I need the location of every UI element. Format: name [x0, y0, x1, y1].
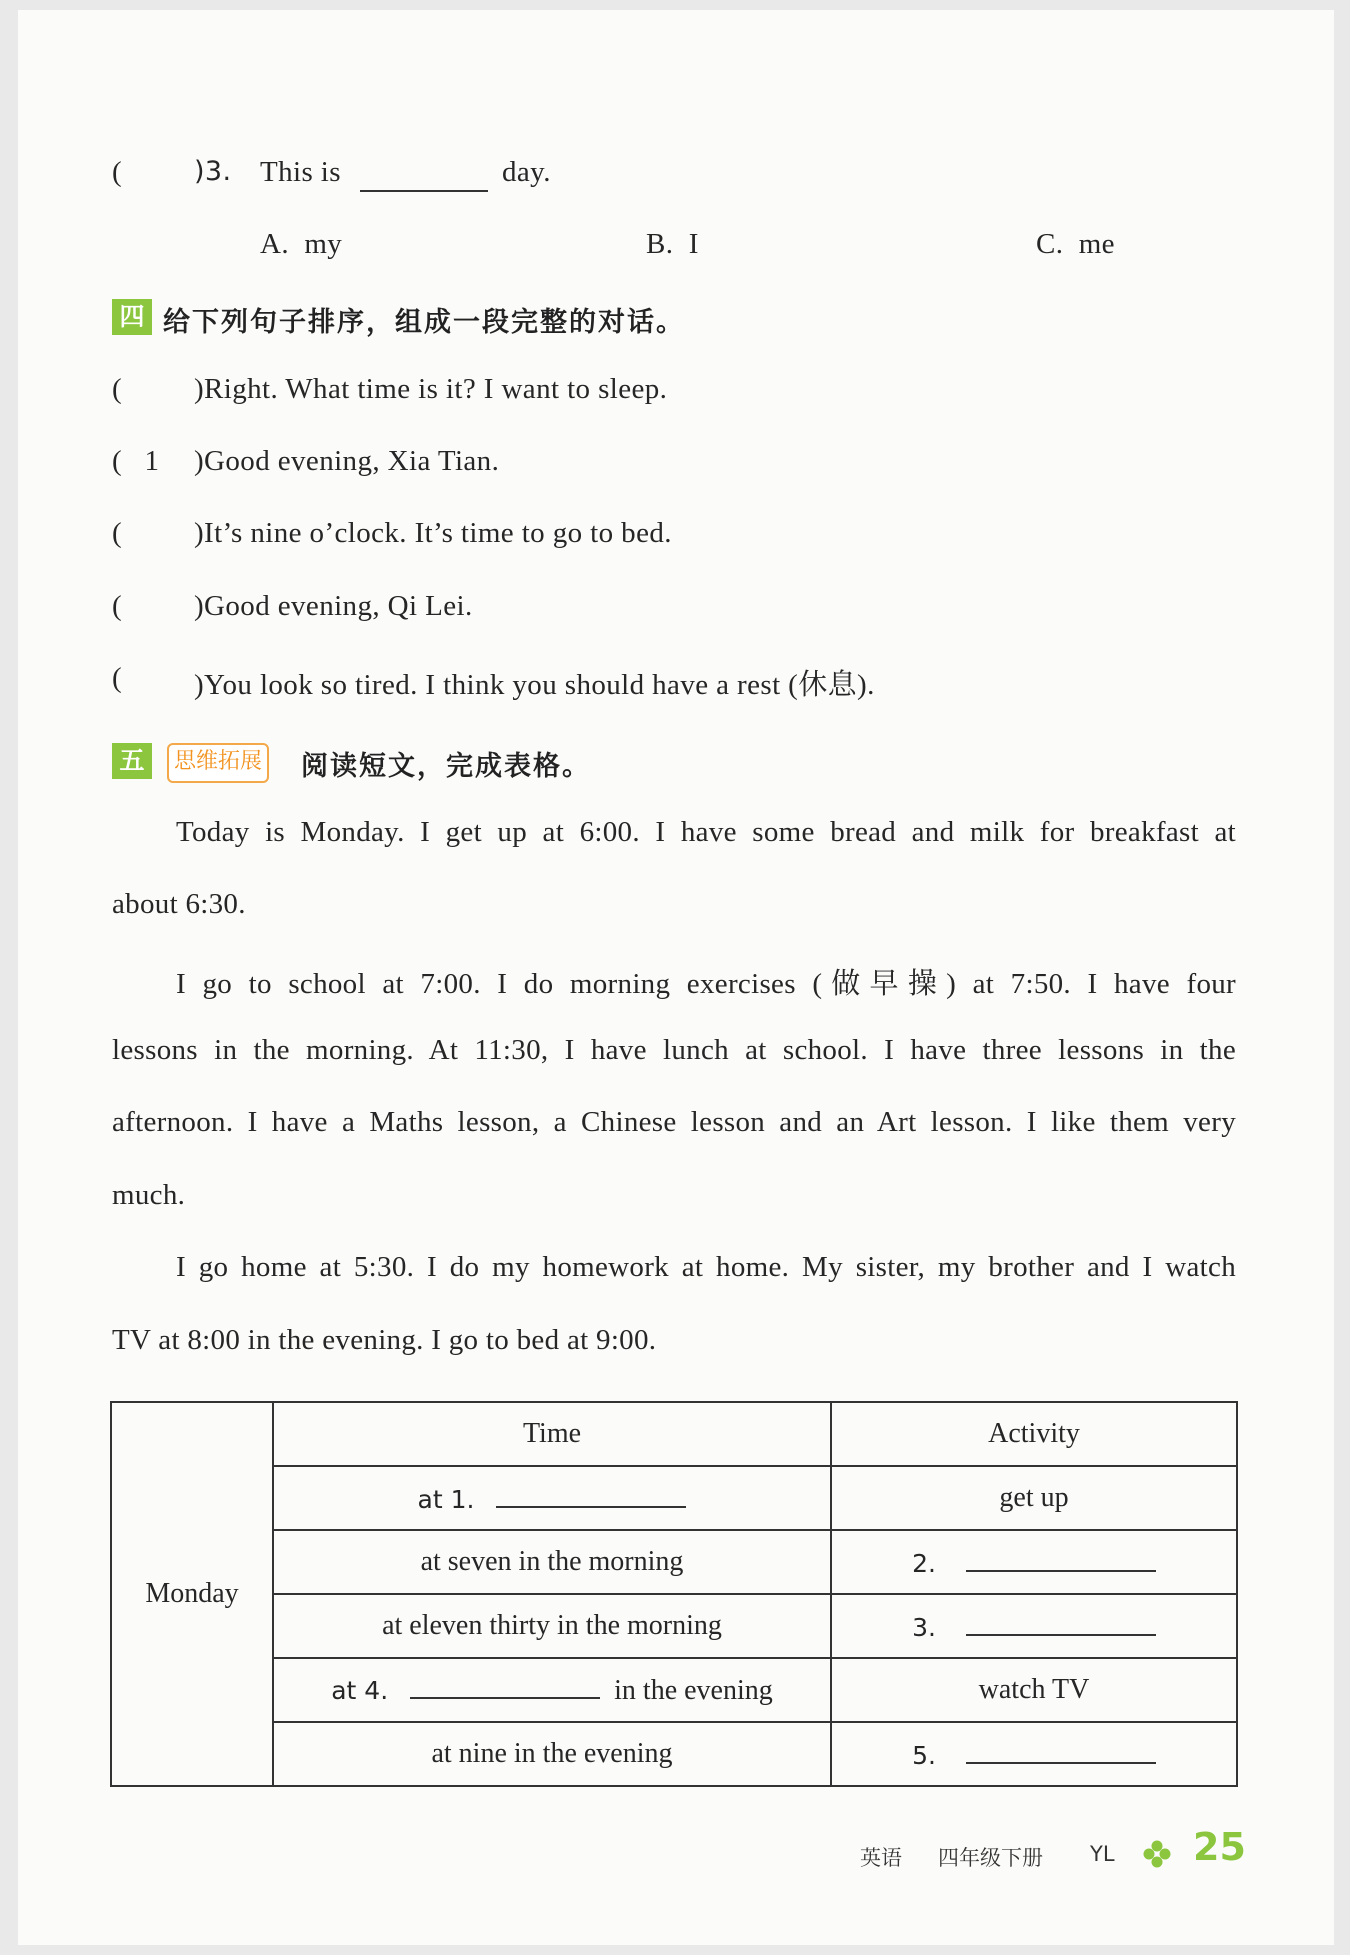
passage-line: I go home at 5:30. I do my homework at home. My sister, my brother and I watch [176, 1251, 1236, 1283]
footer-subject: 英语 [860, 1846, 902, 1870]
activity-header: Activity [831, 1402, 1237, 1466]
question-number: )3. [194, 156, 232, 187]
sentence-text: )It’s nine o’clock. It’s time to go to bed. [194, 517, 672, 549]
activity-cell [831, 1530, 1237, 1594]
activity-cell: get up [831, 1466, 1237, 1530]
option-c[interactable] [1036, 228, 1115, 261]
option-letter: B. [646, 228, 674, 260]
passage-line: afternoon. I have a Maths lesson, a Chinese lesson and an Art lesson. I like them very [112, 1106, 1236, 1138]
time-cell: at seven in the morning [273, 1530, 831, 1594]
option-a[interactable] [260, 228, 342, 261]
activity-blank[interactable] [966, 1738, 1156, 1764]
table-row [111, 1594, 1237, 1658]
time-cell: at eleven thirty in the morning [273, 1594, 831, 1658]
table-header-row [111, 1402, 1237, 1466]
footer-grade: 四年级下册 [938, 1846, 1043, 1870]
time-header: Time [273, 1402, 831, 1466]
answer-paren-open: ( [112, 156, 122, 188]
table-row [111, 1466, 1237, 1530]
time-cell: at nine in the evening [273, 1722, 831, 1786]
time-blank[interactable] [410, 1673, 600, 1699]
question-text-after: day. [502, 156, 551, 188]
option-text: I [688, 228, 699, 260]
blank-number: 5. [912, 1741, 936, 1770]
footer-edition: YL [1090, 1842, 1115, 1866]
paren-open: ( [112, 373, 123, 405]
time-cell [273, 1466, 831, 1530]
option-letter: C. [1036, 228, 1064, 260]
page-number: 25 [1193, 1825, 1246, 1869]
paren-open: ( [112, 590, 123, 622]
activity-cell [831, 1722, 1237, 1786]
option-letter: A. [260, 228, 289, 260]
order-answer[interactable]: 1 [144, 445, 160, 477]
blank-number: 3. [912, 1613, 936, 1642]
sentence-text: )You look so tired. I think you should have a rest (休息). [194, 669, 875, 701]
time-cell [273, 1658, 831, 1722]
activity-blank[interactable] [966, 1610, 1156, 1636]
thinking-extension-tag: 思维拓展 [167, 743, 269, 783]
paren-open: ( [112, 662, 123, 694]
table-row [111, 1722, 1237, 1786]
answer-blank[interactable] [360, 190, 488, 192]
sentence-text: )Right. What time is it? I want to sleep. [194, 373, 668, 405]
time-text: at 1. [417, 1485, 475, 1514]
passage-line: lessons in the morning. At 11:30, I have lunch at school. I have three lessons in the [112, 1034, 1236, 1066]
reading-passage [112, 816, 1236, 1356]
activity-cell: watch TV [831, 1658, 1237, 1722]
paren-open: ( [112, 517, 123, 549]
option-b[interactable] [646, 228, 699, 261]
clover-icon [1142, 1839, 1172, 1869]
section-5-title: 阅读短文，完成表格。 [301, 751, 591, 782]
time-suffix: in the evening [614, 1675, 773, 1706]
schedule-table [110, 1401, 1238, 1787]
passage-line: much. [112, 1179, 186, 1211]
option-text: me [1078, 228, 1115, 260]
activity-blank[interactable] [966, 1546, 1156, 1572]
time-text: at 4. [331, 1676, 389, 1705]
paren-open: ( [112, 445, 123, 477]
question-text-before: This is [260, 156, 341, 188]
option-text: my [304, 228, 343, 260]
passage-line: TV at 8:00 in the evening. I go to bed at 9:00. [112, 1324, 657, 1356]
day-cell: Monday [111, 1402, 273, 1786]
workbook-page [18, 10, 1334, 1945]
section-4-badge: 四 [112, 299, 152, 335]
time-blank[interactable] [496, 1482, 686, 1508]
passage-line: I go to school at 7:00. I do morning exercises (做早操) at 7:50. I have four [176, 968, 1236, 1000]
table-row [111, 1530, 1237, 1594]
section-4-title: 给下列句子排序，组成一段完整的对话。 [163, 307, 685, 338]
section-5-badge: 五 [112, 743, 152, 779]
passage-line: about 6:30. [112, 888, 246, 920]
passage-line: Today is Monday. I get up at 6:00. I have some bread and milk for breakfast at [176, 816, 1236, 848]
table-row [111, 1658, 1237, 1722]
activity-cell [831, 1594, 1237, 1658]
sentence-text: )Good evening, Qi Lei. [194, 590, 473, 622]
sentence-text: )Good evening, Xia Tian. [194, 445, 500, 477]
blank-number: 2. [912, 1549, 936, 1578]
